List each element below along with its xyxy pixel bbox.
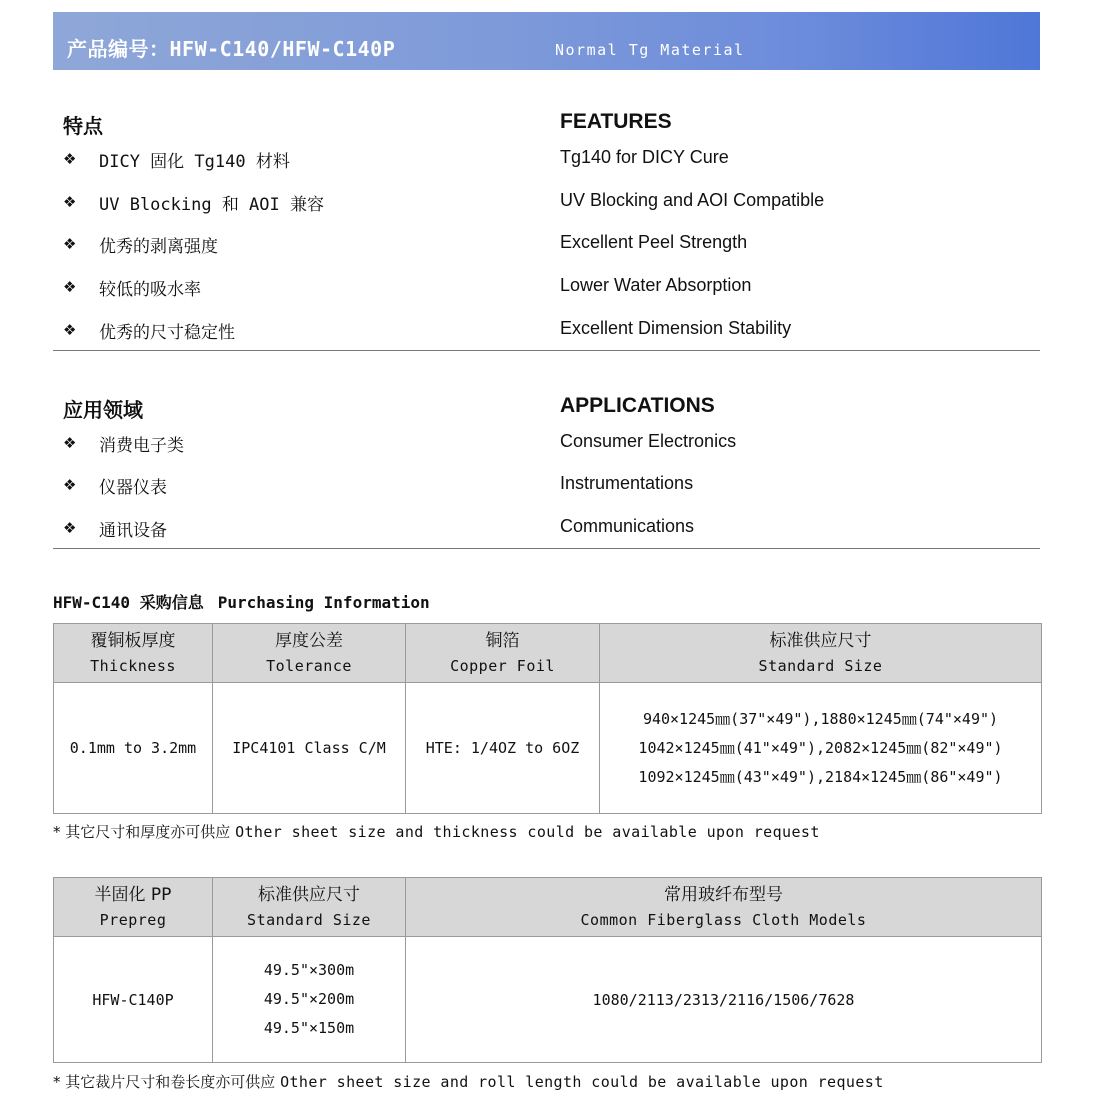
cell-copper-foil: HTE: 1/4OZ to 6OZ (406, 683, 600, 814)
header-label-en: Copper Foil (450, 657, 555, 675)
bullet-icon: ❖ (63, 235, 77, 253)
bullet-icon: ❖ (63, 150, 77, 168)
applications-heading-en: APPLICATIONS (560, 394, 715, 417)
bullet-icon: ❖ (63, 321, 77, 339)
bullet-icon: ❖ (63, 519, 77, 537)
laminate-table (53, 623, 1042, 814)
prepreg-note (53, 1071, 884, 1092)
feature-item-cn: UV Blocking 和 AOI 兼容 (99, 195, 324, 215)
application-item-cn: 仪器仪表 (99, 478, 167, 498)
laminate-note (53, 821, 820, 842)
cell-thickness: 0.1mm to 3.2mm (54, 683, 213, 814)
cell-cloth-models: 1080/2113/2313/2116/1506/7628 (406, 937, 1042, 1063)
feature-item-cn: 优秀的剥离强度 (99, 237, 218, 257)
application-item-en: Consumer Electronics (560, 431, 737, 451)
size-line: 49.5"×200m (263, 990, 355, 1008)
table-row (54, 937, 1042, 1063)
note-en: Other sheet size and roll length could be available upon request (280, 1073, 884, 1091)
size-line: 1092×1245㎜(43"×49"),2184×1245㎜(86"×49") (638, 767, 1003, 786)
feature-item-en: Excellent Dimension Stability (560, 318, 792, 338)
header-label-en: Thickness (90, 657, 176, 675)
header-thickness (54, 624, 213, 683)
header-label-cn: 标准供应尺寸 (258, 885, 360, 905)
header-label-cn: 常用玻纤布型号 (664, 885, 783, 905)
header-standard-size (600, 624, 1042, 683)
features-heading-en: FEATURES (560, 110, 672, 133)
feature-item-en: Lower Water Absorption (560, 275, 752, 295)
header-banner (53, 12, 1040, 70)
applications-heading-cn: 应用领域 (63, 398, 143, 422)
header-label-en: Common Fiberglass Cloth Models (580, 911, 867, 929)
header-prepreg (54, 878, 213, 937)
cell-standard-sizes (600, 683, 1042, 814)
application-item-cn: 消费电子类 (99, 436, 184, 456)
header-tolerance (213, 624, 406, 683)
prepreg-table (53, 877, 1042, 1063)
header-label-en: Standard Size (758, 657, 883, 675)
features-heading-cn: 特点 (63, 114, 103, 138)
size-line: 49.5"×300m (263, 961, 355, 979)
feature-item-cn: 较低的吸水率 (99, 280, 201, 300)
header-label-cn: 厚度公差 (275, 631, 343, 651)
note-en: Other sheet size and thickness could be available upon request (235, 823, 820, 841)
table-header-row (54, 624, 1042, 683)
application-item-en: Instrumentations (560, 473, 694, 493)
header-label-cn: 铜箔 (485, 631, 520, 651)
bullet-icon: ❖ (63, 434, 77, 452)
purchasing-title (53, 590, 430, 613)
header-cloth-models (406, 878, 1042, 937)
application-item-cn: 通讯设备 (99, 521, 167, 541)
size-line: 49.5"×150m (263, 1019, 355, 1037)
cell-tolerance: IPC4101 Class C/M (213, 683, 406, 814)
bullet-icon: ❖ (63, 278, 77, 296)
header-label-en: Prepreg (99, 911, 167, 929)
purchasing-title-cn: HFW-C140 采购信息 (53, 593, 204, 612)
feature-item-en: Tg140 for DICY Cure (560, 147, 729, 167)
cell-standard-sizes (213, 937, 406, 1063)
header-label-cn: 半固化 PP (94, 885, 172, 905)
note-cn: * 其它尺寸和厚度亦可供应 (53, 823, 231, 841)
feature-item-cn: DICY 固化 Tg140 材料 (99, 152, 290, 172)
cell-prepreg: HFW-C140P (54, 937, 213, 1063)
application-item-en: Communications (560, 516, 695, 536)
size-line: 1042×1245㎜(41"×49"),2082×1245㎜(82"×49") (638, 738, 1003, 757)
feature-item-en: Excellent Peel Strength (560, 232, 748, 252)
product-subtitle: Normal Tg Material (555, 41, 745, 59)
product-title: 产品编号：HFW-C140/HFW-C140P (67, 37, 396, 61)
section-divider (53, 350, 1040, 351)
header-label-cn: 覆铜板厚度 (90, 631, 176, 651)
table-header-row (54, 878, 1042, 937)
section-divider (53, 548, 1040, 549)
header-copper-foil (406, 624, 600, 683)
header-label-en: Tolerance (266, 657, 352, 675)
purchasing-title-en: Purchasing Information (217, 593, 430, 612)
size-line: 940×1245㎜(37"×49"),1880×1245㎜(74"×49") (642, 709, 999, 728)
bullet-icon: ❖ (63, 476, 77, 494)
feature-item-en: UV Blocking and AOI Compatible (560, 190, 825, 210)
header-label-en: Standard Size (247, 911, 371, 929)
bullet-icon: ❖ (63, 193, 77, 211)
note-cn: * 其它裁片尺寸和卷长度亦可供应 (53, 1073, 276, 1091)
header-standard-size (213, 878, 406, 937)
header-label-cn: 标准供应尺寸 (769, 631, 872, 651)
feature-item-cn: 优秀的尺寸稳定性 (99, 323, 235, 343)
table-row (54, 683, 1042, 814)
